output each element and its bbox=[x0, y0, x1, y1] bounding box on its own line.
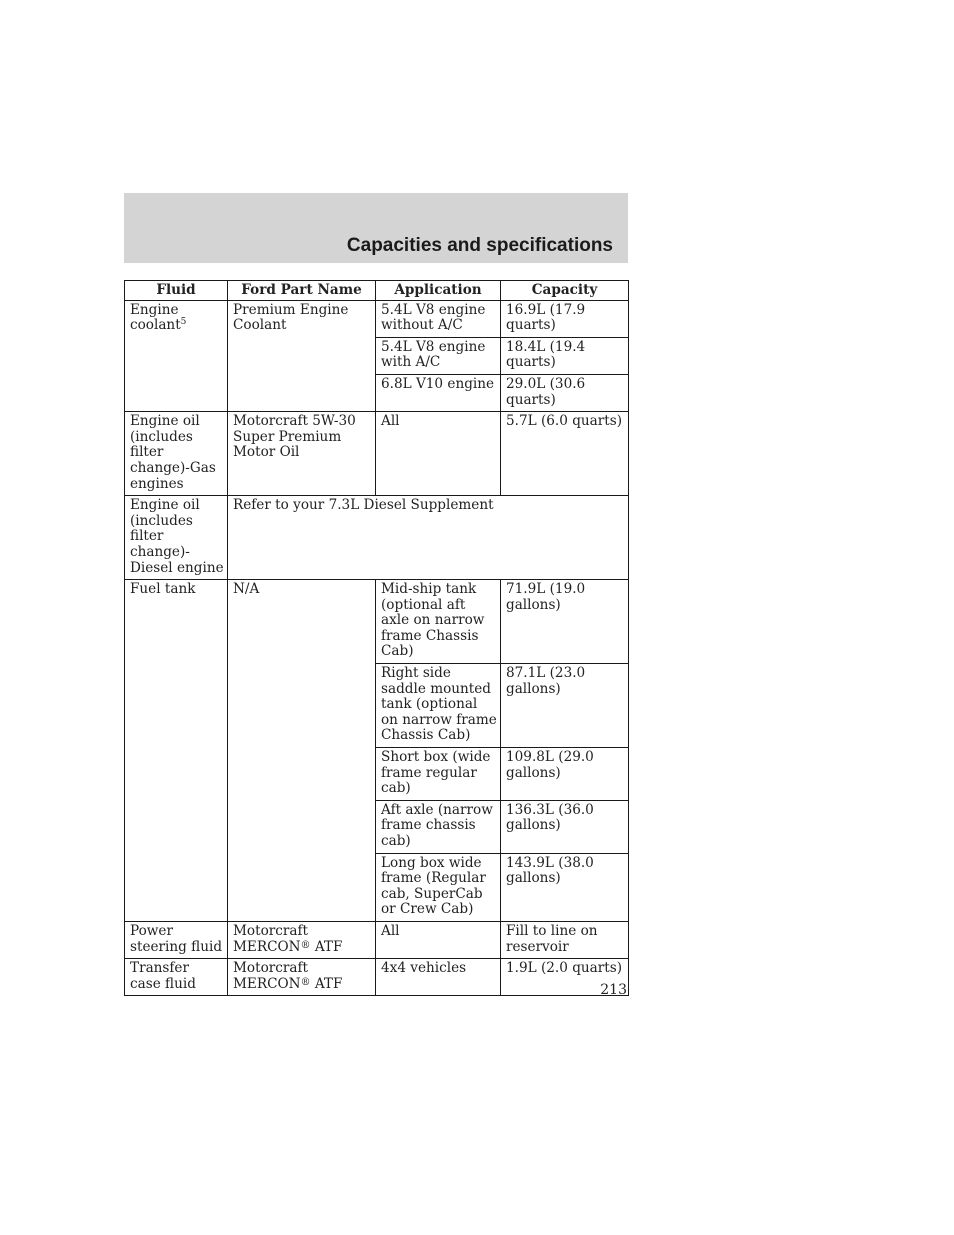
table-header-row bbox=[125, 281, 629, 301]
application-cell: All bbox=[376, 412, 501, 496]
fluid-cell-transfer-case: Transfer case fluid bbox=[125, 959, 228, 996]
capacity-cell: Fill to line on reservoir bbox=[501, 921, 629, 958]
capacity-cell: 1.9L (2.0 quarts) bbox=[501, 959, 629, 996]
fluid-cell-engine-coolant bbox=[125, 300, 228, 412]
part-cell bbox=[228, 921, 376, 958]
page-number: 213 bbox=[600, 982, 627, 998]
fluid-cell-engine-oil-diesel: Engine oil (includes filter change)-Diesel engine bbox=[125, 496, 228, 580]
part-name: Motorcraft MERCON bbox=[233, 922, 308, 955]
column-header-capacity: Capacity bbox=[501, 281, 629, 301]
application-cell: 4x4 vehicles bbox=[376, 959, 501, 996]
column-header-part-name: Ford Part Name bbox=[228, 281, 376, 301]
capacities-table bbox=[124, 280, 629, 996]
section-header-band bbox=[124, 193, 628, 263]
part-cell: Premium Engine Coolant bbox=[228, 300, 376, 412]
application-cell: All bbox=[376, 921, 501, 958]
part-cell: Motorcraft 5W-30 Super Premium Motor Oil bbox=[228, 412, 376, 496]
part-suffix: ATF bbox=[310, 938, 343, 955]
capacity-cell: 109.8L (29.0 gallons) bbox=[501, 748, 629, 801]
fluid-cell-fuel-tank: Fuel tank bbox=[125, 580, 228, 922]
application-cell: 6.8L V10 engine bbox=[376, 374, 501, 411]
registered-mark: ® bbox=[300, 939, 311, 951]
capacity-cell: 18.4L (19.4 quarts) bbox=[501, 337, 629, 374]
capacity-cell: 16.9L (17.9 quarts) bbox=[501, 300, 629, 337]
table-row bbox=[125, 300, 629, 337]
capacity-cell: 29.0L (30.6 quarts) bbox=[501, 374, 629, 411]
table-row bbox=[125, 921, 629, 958]
application-cell: Aft axle (narrow frame chassis cab) bbox=[376, 800, 501, 853]
capacity-cell: 136.3L (36.0 gallons) bbox=[501, 800, 629, 853]
column-header-application: Application bbox=[376, 281, 501, 301]
column-header-fluid: Fluid bbox=[125, 281, 228, 301]
capacity-cell: 71.9L (19.0 gallons) bbox=[501, 580, 629, 664]
table-row bbox=[125, 412, 629, 496]
table-row bbox=[125, 580, 629, 664]
table-row bbox=[125, 959, 629, 996]
registered-mark: ® bbox=[300, 976, 311, 988]
capacity-cell: 5.7L (6.0 quarts) bbox=[501, 412, 629, 496]
footnote-marker: 5 bbox=[180, 317, 187, 328]
application-cell: 5.4L V8 engine with A/C bbox=[376, 337, 501, 374]
diesel-supplement-note: Refer to your 7.3L Diesel Supplement bbox=[228, 496, 629, 580]
part-cell bbox=[228, 959, 376, 996]
table-row bbox=[125, 496, 629, 580]
fluid-label: Engine coolant bbox=[130, 301, 181, 334]
application-cell: Long box wide frame (Regular cab, SuperCab or Crew Cab) bbox=[376, 853, 501, 921]
part-name: Motorcraft MERCON bbox=[233, 960, 308, 992]
capacity-cell: 87.1L (23.0 gallons) bbox=[501, 664, 629, 748]
fluid-cell-engine-oil-gas: Engine oil (includes filter change)-Gas engines bbox=[125, 412, 228, 496]
section-title: Capacities and specifications bbox=[346, 235, 613, 256]
capacity-cell: 143.9L (38.0 gallons) bbox=[501, 853, 629, 921]
application-cell: Right side saddle mounted tank (optional on narrow frame Chassis Cab) bbox=[376, 664, 501, 748]
fluid-cell-power-steering: Power steering fluid bbox=[125, 921, 228, 958]
application-cell: 5.4L V8 engine without A/C bbox=[376, 300, 501, 337]
application-cell: Mid-ship tank (optional aft axle on narrow frame Chassis Cab) bbox=[376, 580, 501, 664]
part-suffix: ATF bbox=[310, 975, 343, 992]
application-cell: Short box (wide frame regular cab) bbox=[376, 748, 501, 801]
part-cell: N/A bbox=[228, 580, 376, 922]
